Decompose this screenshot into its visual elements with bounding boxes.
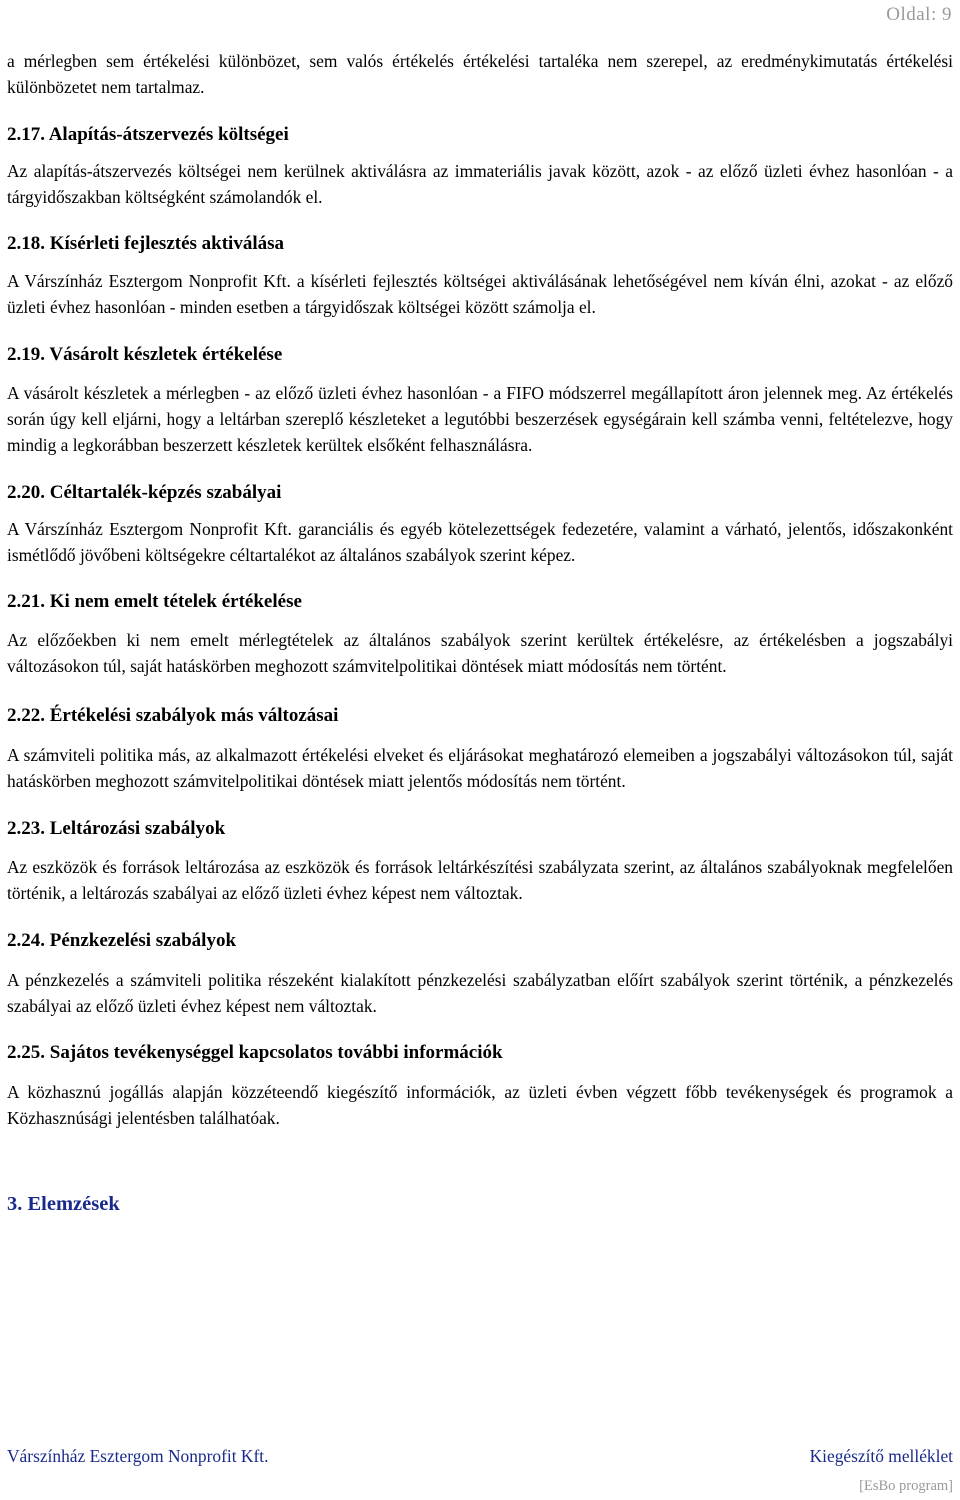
- section-paragraph-2-19: A vásárolt készletek a mérlegben - az előző üzleti évhez hasonlóan - a FIFO módszerrel megállapított áron jelennek meg. Az értékelés során úgy kell eljárni, hogy a leltárban szereplő készleteket a legutóbbi beszerzések egységárain kell számba venni, feltételezve, hogy mindig a legkorábban beszerzett készletek kerültek elsőként felhasználásra.: [7, 383, 953, 455]
- section-paragraph-2-20: A Várszínház Esztergom Nonprofit Kft. garanciális és egyéb kötelezettségek fedezetére, valamint a várható, jelentős, időszakonként ismétlődő jövőbeni költségekre céltartalékot az általános szabályok szerint képez.: [7, 519, 953, 565]
- section-heading-2-24: 2.24. Pénzkezelési szabályok: [7, 930, 237, 951]
- section-paragraph-2-22: A számviteli politika más, az alkalmazott értékelési elveket és eljárásokat meghatározó elemeiben a jogszabályi változásokon túl, saját hatáskörben meghozott számvitelpolitikai döntések miatt jelentős módosítás nem történt.: [7, 745, 953, 791]
- section-heading-2-25: 2.25. Sajátos tevékenységgel kapcsolatos további információk: [7, 1042, 503, 1063]
- section-heading-2-22: 2.22. Értékelési szabályok más változásai: [7, 705, 339, 726]
- section-paragraph-2-21: Az előzőekben ki nem emelt mérlegtételek az általános szabályok szerint kerültek értékelésre, az értékelésben a jogszabályi változásokon túl, saját hatáskörben meghozott számvitelpolitikai döntések miatt módosítás nem történt.: [7, 630, 953, 676]
- section-heading-2-17: 2.17. Alapítás-átszervezés költségei: [7, 124, 289, 145]
- page-footer: [7, 1446, 953, 1472]
- section-paragraph-2-18: A Várszínház Esztergom Nonprofit Kft. a kísérleti fejlesztés költségei aktiválásának lehetőségével nem kíván élni, azokat - az előző üzleti évhez hasonlóan - minden esetben a tárgyidőszak költségei között számolja el.: [7, 271, 953, 317]
- section-paragraph-2-25: A közhasznú jogállás alapján közzéteendő kiegészítő információk, az üzleti évben végzett főbb tevékenységek és programok a Közhasznúsági jelentésben találhatóak.: [7, 1082, 953, 1128]
- section-heading-2-23: 2.23. Leltározási szabályok: [7, 818, 226, 839]
- section-paragraph-2-23: Az eszközök és források leltározása az eszközök és források leltárkészítési szabályzata szerint, az általános szabályoknak megfelelően történik, a leltározás szabályai az előző üzleti évhez képest nem változtak.: [7, 857, 953, 903]
- footer-company: Várszínház Esztergom Nonprofit Kft.: [7, 1446, 269, 1466]
- intro-paragraph: a mérlegben sem értékelési különbözet, sem valós értékelés értékelési tartaléka nem szerepel, az eredménykimutatás értékelési különbözetet nem tartalmaz.: [7, 51, 953, 97]
- page-number: Oldal: 9: [886, 4, 952, 25]
- footer-generator: [EsBo program]: [859, 1478, 953, 1494]
- section-heading-2-18: 2.18. Kísérleti fejlesztés aktiválása: [7, 233, 285, 254]
- section-paragraph-2-24: A pénzkezelés a számviteli politika részeként kialakított pénzkezelési szabályzatban előírt szabályok szerint történik, a pénzkezelés szabályai az előző üzleti évhez képest nem változtak.: [7, 970, 953, 1016]
- section-heading-2-21: 2.21. Ki nem emelt tételek értékelése: [7, 591, 302, 612]
- footer-document-title: Kiegészítő melléklet: [809, 1446, 953, 1466]
- section-heading-2-20: 2.20. Céltartalék-képzés szabályai: [7, 482, 282, 503]
- chapter-heading: 3. Elemzések: [7, 1193, 120, 1215]
- section-paragraph-2-17: Az alapítás-átszervezés költségei nem kerülnek aktiválásra az immateriális javak között, azok - az előző üzleti évhez hasonlóan - a tárgyidőszakban költségként számolandók el.: [7, 161, 953, 207]
- document-body: [7, 48, 953, 1218]
- section-heading-2-19: 2.19. Vásárolt készletek értékelése: [7, 344, 283, 365]
